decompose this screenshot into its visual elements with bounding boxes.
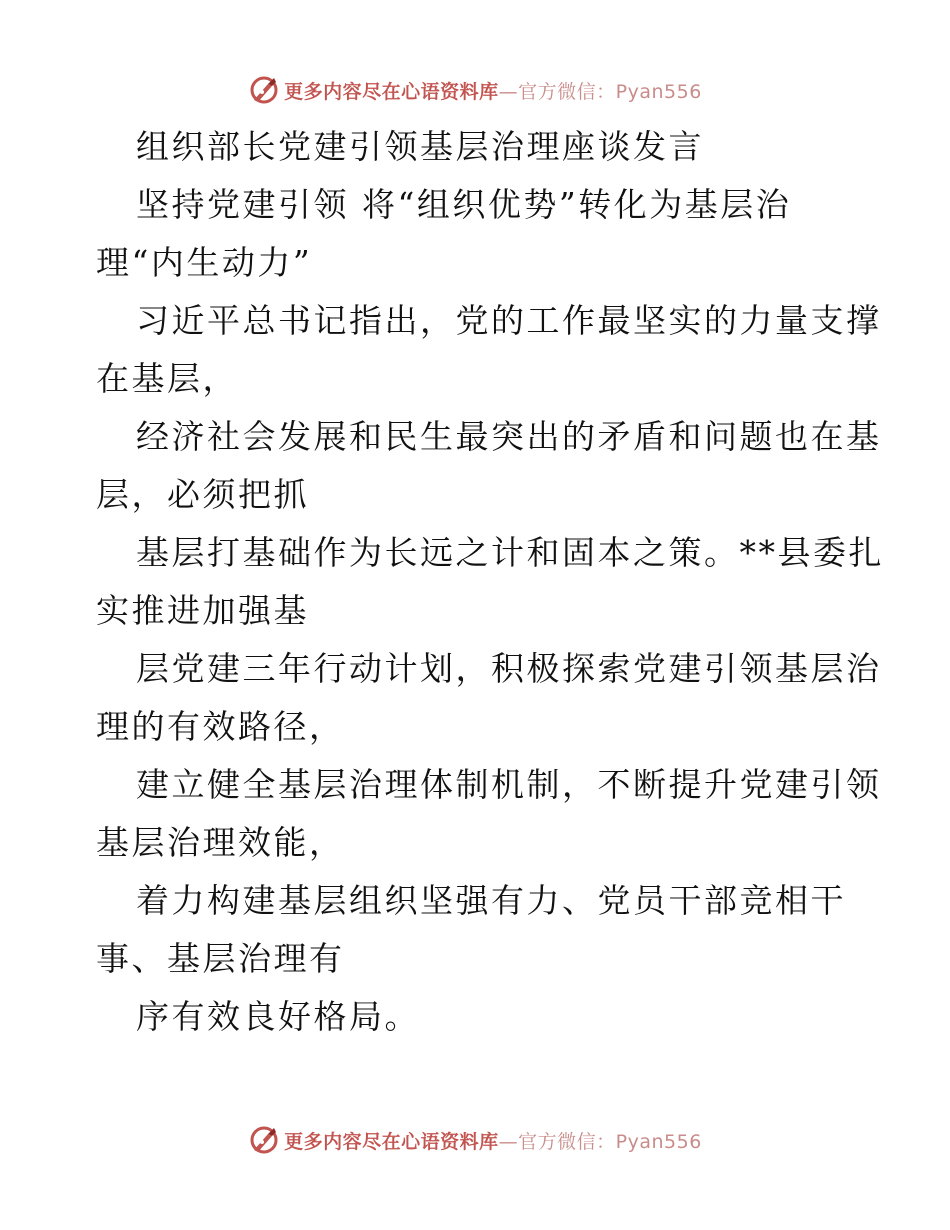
document-body <box>96 118 884 1046</box>
watermark-contact: 官方微信：Pyan556 <box>518 80 702 103</box>
top-watermark-banner <box>0 70 950 110</box>
watermark-brand: 更多内容尽在心语资料库 <box>284 80 499 103</box>
document-subtitle-line-1: 坚持党建引领 将“组织优势”转化为基层治 <box>136 185 792 224</box>
paragraph-line: 基层打基础作为长远之计和固本之策。**县委扎 <box>136 533 884 572</box>
bottom-watermark-banner <box>0 1120 950 1160</box>
pen-logo-icon <box>248 74 280 106</box>
watermark-brand: 更多内容尽在心语资料库 <box>284 1130 499 1153</box>
paragraph-line: 建立健全基层治理体制机制，不断提升党建引领 <box>136 765 882 804</box>
document-title: 组织部长党建引领基层治理座谈发言 <box>136 127 704 166</box>
watermark-separator: — <box>498 1130 519 1153</box>
watermark-text <box>284 77 702 104</box>
document-subtitle-line-2: 理“内生动力” <box>96 243 313 282</box>
watermark-contact: 官方微信：Pyan556 <box>518 1130 702 1153</box>
paragraph-line: 在基层， <box>96 359 238 398</box>
paragraph-line: 理的有效路径， <box>96 707 345 746</box>
paragraph-line: 着力构建基层组织坚强有力、党员干部竞相干 <box>136 881 846 920</box>
paragraph-line: 习近平总书记指出，党的工作最坚实的力量支撑 <box>136 301 882 340</box>
paragraph-line: 基层治理效能， <box>96 823 345 862</box>
paragraph-line: 层党建三年行动计划，积极探索党建引领基层治 <box>136 649 882 688</box>
paragraph-line: 经济社会发展和民生最突出的矛盾和问题也在基 <box>136 417 882 456</box>
pen-logo-icon <box>248 1124 280 1156</box>
watermark-separator: — <box>498 80 519 103</box>
paragraph-line: 序有效良好格局。 <box>136 997 420 1036</box>
paragraph-line: 实推进加强基 <box>96 591 309 630</box>
watermark-text <box>284 1127 702 1154</box>
paragraph-line: 层，必须把抓 <box>96 475 309 514</box>
paragraph-line: 事、基层治理有 <box>96 939 345 978</box>
